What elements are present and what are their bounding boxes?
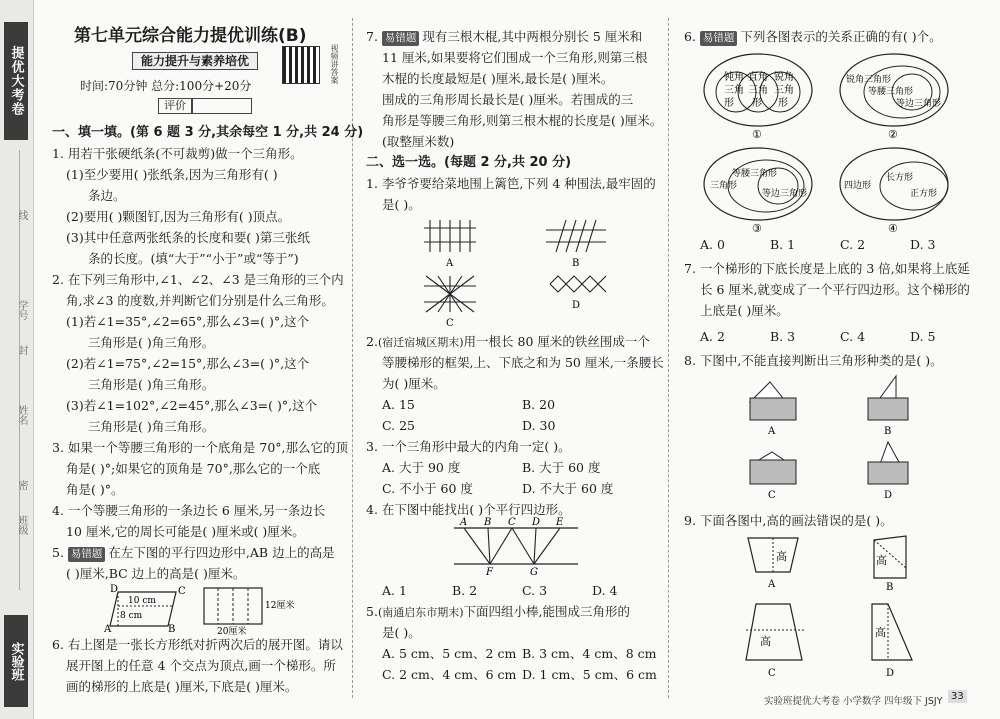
q7-number: 7. bbox=[366, 29, 378, 44]
q4-stem: 4. 一个等腰三角形的一条边长 6 厘米,另一条边长 bbox=[52, 503, 326, 518]
point-C: C bbox=[508, 517, 516, 528]
mc2-opt-d[interactable]: D. 30 bbox=[522, 418, 556, 433]
venn1-t3: 形 bbox=[724, 98, 734, 109]
label-B: B bbox=[168, 624, 176, 635]
subtitle-badge: 能力提升与素养培优 bbox=[132, 52, 258, 70]
mc4-opt-a[interactable]: A. 1 bbox=[382, 583, 407, 598]
error-prone-tag: 易错题 bbox=[68, 547, 106, 562]
q1-part1-cont: 条边。 bbox=[88, 188, 126, 203]
q9-high-D: 高 bbox=[875, 626, 886, 639]
mc3-opt-c[interactable]: C. 不小于 60 度 bbox=[382, 481, 473, 496]
q3-line3: 角是( )°。 bbox=[66, 482, 124, 497]
covered-triangles-figure bbox=[738, 372, 938, 510]
mc7-line2: 长 6 厘米,就变成了一个平行四边形。这个梯形的 bbox=[700, 282, 970, 297]
mc5-line2: 是( )。 bbox=[382, 625, 421, 640]
venn4-num: ④ bbox=[888, 222, 898, 235]
fence-label-C: C bbox=[446, 318, 454, 329]
label-12cm: 12厘米 bbox=[265, 601, 295, 611]
mc1-stem: 1. 李爷爷要给菜地围上篱笆,下列 4 种围法,最牢固的 bbox=[366, 176, 656, 191]
q8-label-A: A bbox=[768, 426, 776, 437]
fence-label-D: D bbox=[572, 300, 581, 311]
q9-label-C: C bbox=[768, 668, 776, 679]
q2-part2: (2)若∠1=75°,∠2=15°,那么∠3=( )°,这个 bbox=[66, 356, 310, 371]
mc2-line2: 等腰梯形的框架,上、下底之和为 50 厘米,一条腰长 bbox=[382, 355, 664, 370]
q2-part3-cont: 三角形是( )角三角形。 bbox=[88, 419, 215, 434]
mc5-source: (南通启东市期末) bbox=[377, 606, 464, 619]
fold-mark-2: 封 bbox=[16, 345, 27, 355]
venn4-t1: 四边形 bbox=[844, 181, 872, 191]
point-B: B bbox=[484, 517, 492, 528]
q7-stem bbox=[366, 26, 642, 47]
mc6-text: 下列各图表示的关系正确的有( )个。 bbox=[740, 29, 942, 44]
venn2-t1: 锐角三角形 bbox=[846, 75, 892, 85]
q9-high-B: 高 bbox=[876, 554, 887, 567]
q2-part1: (1)若∠1=35°,∠2=65°,那么∠3=( )°,这个 bbox=[66, 314, 310, 329]
venn3-t1: 三角形 bbox=[710, 181, 738, 191]
mc2-opt-b[interactable]: B. 20 bbox=[522, 397, 556, 412]
venn1-t4: 直角 bbox=[748, 72, 768, 83]
q2-stem-cont: 角,求∠3 的度数,并判断它们分别是什么三角形。 bbox=[66, 293, 334, 308]
q3-stem: 3. 如果一个等腰三角形的一个底角是 70°,那么它的顶 bbox=[52, 440, 349, 455]
venn1-t9: 形 bbox=[778, 98, 788, 109]
q9-label-A: A bbox=[768, 579, 776, 590]
mc5-opt-d[interactable]: D. 1 cm、5 cm、6 cm bbox=[522, 667, 657, 682]
mc2-stem bbox=[366, 331, 650, 353]
venn1-t8: 三角 bbox=[774, 85, 794, 96]
label-D: D bbox=[110, 584, 119, 595]
venn1-t7: 锐角 bbox=[774, 72, 794, 83]
q5-number: 5. bbox=[52, 545, 64, 560]
q8-label-C: C bbox=[768, 490, 776, 501]
sidebar-title: 提优大考卷 bbox=[4, 22, 28, 140]
mc7-opt-a[interactable]: A. 2 bbox=[700, 329, 725, 344]
q5-figure bbox=[104, 584, 295, 637]
mc2-opt-c[interactable]: C. 25 bbox=[382, 418, 415, 433]
venn4-t2: 长方形 bbox=[886, 173, 914, 183]
q9-high-A: 高 bbox=[776, 550, 787, 563]
page-number: 33 bbox=[948, 690, 967, 703]
mc2-source: (宿迁宿城区期末) bbox=[377, 336, 464, 349]
label-A: A bbox=[104, 624, 112, 635]
mc5-opt-a[interactable]: A. 5 cm、5 cm、2 cm bbox=[382, 646, 517, 661]
venn1-t2: 三角 bbox=[724, 85, 744, 96]
point-D: D bbox=[532, 517, 541, 528]
fence-label-B: B bbox=[572, 258, 580, 269]
error-prone-tag: 易错题 bbox=[700, 31, 738, 46]
fold-mark-1: 线 bbox=[16, 210, 27, 220]
q8-label-B: B bbox=[884, 426, 892, 437]
q9-label-B: B bbox=[886, 582, 894, 593]
page-title: 第七单元综合能力提优训练(B) bbox=[74, 26, 307, 46]
q9-label-D: D bbox=[886, 668, 895, 679]
venn-diagrams bbox=[698, 46, 968, 236]
mc1-line2: 是( )。 bbox=[382, 197, 421, 212]
rating-row bbox=[158, 95, 252, 116]
section-1-heading: 一、填一填。(第 6 题 3 分,其余每空 1 分,共 24 分) bbox=[52, 125, 364, 140]
mc7-opt-c[interactable]: C. 4 bbox=[840, 329, 866, 344]
mc6-opt-c[interactable]: C. 2 bbox=[840, 237, 866, 252]
height-figures bbox=[738, 532, 938, 692]
name-label: 姓名 bbox=[16, 405, 27, 425]
section-2-heading: 二、选一选。(每题 2 分,共 20 分) bbox=[366, 155, 572, 170]
venn2-t3: 等边三角形 bbox=[896, 99, 942, 109]
point-F: F bbox=[486, 567, 493, 578]
mc5-stem bbox=[366, 601, 630, 623]
q5-text: 在左下图的平行四边形中,AB 边上的高是 bbox=[108, 545, 335, 560]
mc4-stem: 4. 在下图中能找出( )个平行四边形。 bbox=[366, 502, 571, 517]
q1-stem: 1. 用若干张硬纸条(不可裁剪)做一个三角形。 bbox=[52, 146, 303, 161]
point-G: G bbox=[530, 567, 538, 578]
mc5-opt-c[interactable]: C. 2 cm、4 cm、6 cm bbox=[382, 667, 517, 682]
label-8cm: 8 cm bbox=[120, 611, 143, 621]
point-E: E bbox=[556, 517, 564, 528]
error-prone-tag: 易错题 bbox=[382, 31, 420, 46]
q7-line2: 11 厘米,如果要将它们围成一个三角形,则第三根 bbox=[382, 50, 648, 65]
q1-part3: (3)其中任意两张纸条的长度和要( )第三张纸 bbox=[66, 230, 310, 245]
venn3-t2: 等腰三角形 bbox=[732, 169, 778, 179]
rating-box[interactable] bbox=[192, 98, 252, 114]
venn3-t3: 等边三角形 bbox=[762, 189, 808, 199]
footer-text: 实验班提优大考卷 小学数学 四年级下 JSJY bbox=[764, 696, 943, 707]
qr-label: 视频讲答案 bbox=[330, 44, 339, 84]
mc4-opt-b[interactable]: B. 2 bbox=[452, 583, 478, 598]
sidebar-logo: 实验班 bbox=[4, 615, 28, 707]
column-divider bbox=[352, 18, 353, 698]
mc6-opt-d[interactable]: D. 3 bbox=[910, 237, 936, 252]
q7-line3: 木棍的长度最短是( )厘米,最长是( )厘米。 bbox=[382, 71, 614, 86]
id-label: 学号 bbox=[16, 300, 27, 320]
q5-line2: ( )厘米,BC 边上的高是( )厘米。 bbox=[66, 566, 246, 581]
time-score: 时间:70分钟 总分:100分+20分 bbox=[80, 79, 252, 93]
mc2-opt-a[interactable]: A. 15 bbox=[382, 397, 415, 412]
venn1-t5: 三角 bbox=[748, 85, 768, 96]
mc4-opt-d[interactable]: D. 4 bbox=[592, 583, 618, 598]
q6-stem: 6. 右上图是一张长方形纸对折两次后的展开图。请以 bbox=[52, 637, 343, 652]
mc7-opt-b[interactable]: B. 3 bbox=[770, 329, 796, 344]
venn1-t1: 钝角 bbox=[724, 72, 744, 83]
fold-mark-3: 密 bbox=[16, 480, 27, 490]
column-2 bbox=[360, 0, 664, 719]
q6-line3: 画的梯形的上底是( )厘米,下底是( )厘米。 bbox=[66, 679, 298, 694]
label-10cm: 10 cm bbox=[128, 596, 156, 606]
mc9-stem: 9. 下面各图中,高的画法错误的是( )。 bbox=[684, 513, 893, 528]
q2-part1-cont: 三角形是( )角三角形。 bbox=[88, 335, 215, 350]
column-divider bbox=[668, 18, 669, 698]
mc6-opt-b[interactable]: B. 1 bbox=[770, 237, 796, 252]
mc5-opt-b[interactable]: B. 3 cm、4 cm、8 cm bbox=[522, 646, 657, 661]
venn1-num: ① bbox=[752, 128, 762, 141]
mc3-opt-b[interactable]: B. 大于 60 度 bbox=[522, 460, 601, 475]
q1-part1: (1)至少要用( )张纸条,因为三角形有( ) bbox=[66, 167, 278, 182]
q6-line2: 展开图上的任意 4 个交点为顶点,画一个梯形。所 bbox=[66, 658, 336, 673]
parallelogram-figure bbox=[450, 516, 590, 576]
mc2-line3: 为( )厘米。 bbox=[382, 376, 446, 391]
q5-stem bbox=[52, 542, 335, 563]
q8-label-D: D bbox=[884, 490, 893, 501]
q9-high-C: 高 bbox=[760, 635, 771, 648]
column-3 bbox=[678, 0, 978, 719]
mc4-opt-c[interactable]: C. 3 bbox=[522, 583, 548, 598]
mc3-opt-a[interactable]: A. 大于 90 度 bbox=[382, 460, 461, 475]
rating-label: 评价 bbox=[158, 98, 192, 114]
venn3-num: ③ bbox=[752, 222, 762, 235]
column-1 bbox=[44, 0, 364, 719]
q7-line6: (取整厘米数) bbox=[382, 134, 455, 149]
q2-part2-cont: 三角形是( )角三角形。 bbox=[88, 377, 215, 392]
venn1-t6: 形 bbox=[752, 98, 762, 109]
q3-line2: 角是( )°;如果它的顶角是 70°,那么它的一个底 bbox=[66, 461, 321, 476]
mc3-stem: 3. 一个三角形中最大的内角一定( )。 bbox=[366, 439, 571, 454]
mc8-stem: 8. 下图中,不能直接判断出三角形种类的是( )。 bbox=[684, 353, 943, 368]
venn2-num: ② bbox=[888, 128, 898, 141]
q7-line5: 角形是等腰三角形,则第三根木棍的长度是( )厘米。 bbox=[382, 113, 663, 128]
q2-stem: 2. 在下列三角形中,∠1、∠2、∠3 是三角形的三个内 bbox=[52, 272, 344, 287]
label-C: C bbox=[178, 586, 186, 597]
binding-sidebar bbox=[0, 0, 34, 719]
q7-line4: 围成的三角形周长最长是( )厘米。若围成的三 bbox=[382, 92, 634, 107]
mc6-number: 6. bbox=[684, 29, 696, 44]
mc2-text: 用一根长 80 厘米的铁丝围成一个 bbox=[463, 334, 650, 349]
fence-figures bbox=[420, 212, 620, 332]
mc7-opt-d[interactable]: D. 5 bbox=[910, 329, 936, 344]
mc7-stem: 7. 一个梯形的下底长度是上底的 3 倍,如果将上底延 bbox=[684, 261, 970, 276]
label-20cm: 20厘米 bbox=[217, 627, 247, 637]
mc5-number: 5. bbox=[366, 604, 378, 619]
mc2-number: 2. bbox=[366, 334, 378, 349]
mc3-opt-d[interactable]: D. 不大于 60 度 bbox=[522, 481, 614, 496]
point-A: A bbox=[460, 517, 468, 528]
venn4-t3: 正方形 bbox=[910, 189, 938, 199]
mc7-line3: 上底是( )厘米。 bbox=[700, 303, 789, 318]
mc6-stem bbox=[684, 26, 942, 47]
class-label: 班级 bbox=[16, 515, 27, 535]
q1-part2: (2)要用( )颗图钉,因为三角形有( )顶点。 bbox=[66, 209, 291, 224]
q2-part3: (3)若∠1=102°,∠2=45°,那么∠3=( )°,这个 bbox=[66, 398, 318, 413]
q7-text: 现有三根木棍,其中两根分别长 5 厘米和 bbox=[422, 29, 643, 44]
q1-part3-cont: 条的长度。(填“大于”“小于”或“等于”) bbox=[88, 251, 299, 266]
mc5-text: 下面四组小棒,能围成三角形的 bbox=[463, 604, 631, 619]
q4-line2: 10 厘米,它的周长可能是( )厘米或( )厘米。 bbox=[66, 524, 305, 539]
qr-code-icon[interactable] bbox=[282, 46, 320, 84]
mc6-opt-a[interactable]: A. 0 bbox=[700, 237, 725, 252]
venn2-t2: 等腰三角形 bbox=[868, 87, 914, 97]
fence-label-A: A bbox=[446, 258, 454, 269]
